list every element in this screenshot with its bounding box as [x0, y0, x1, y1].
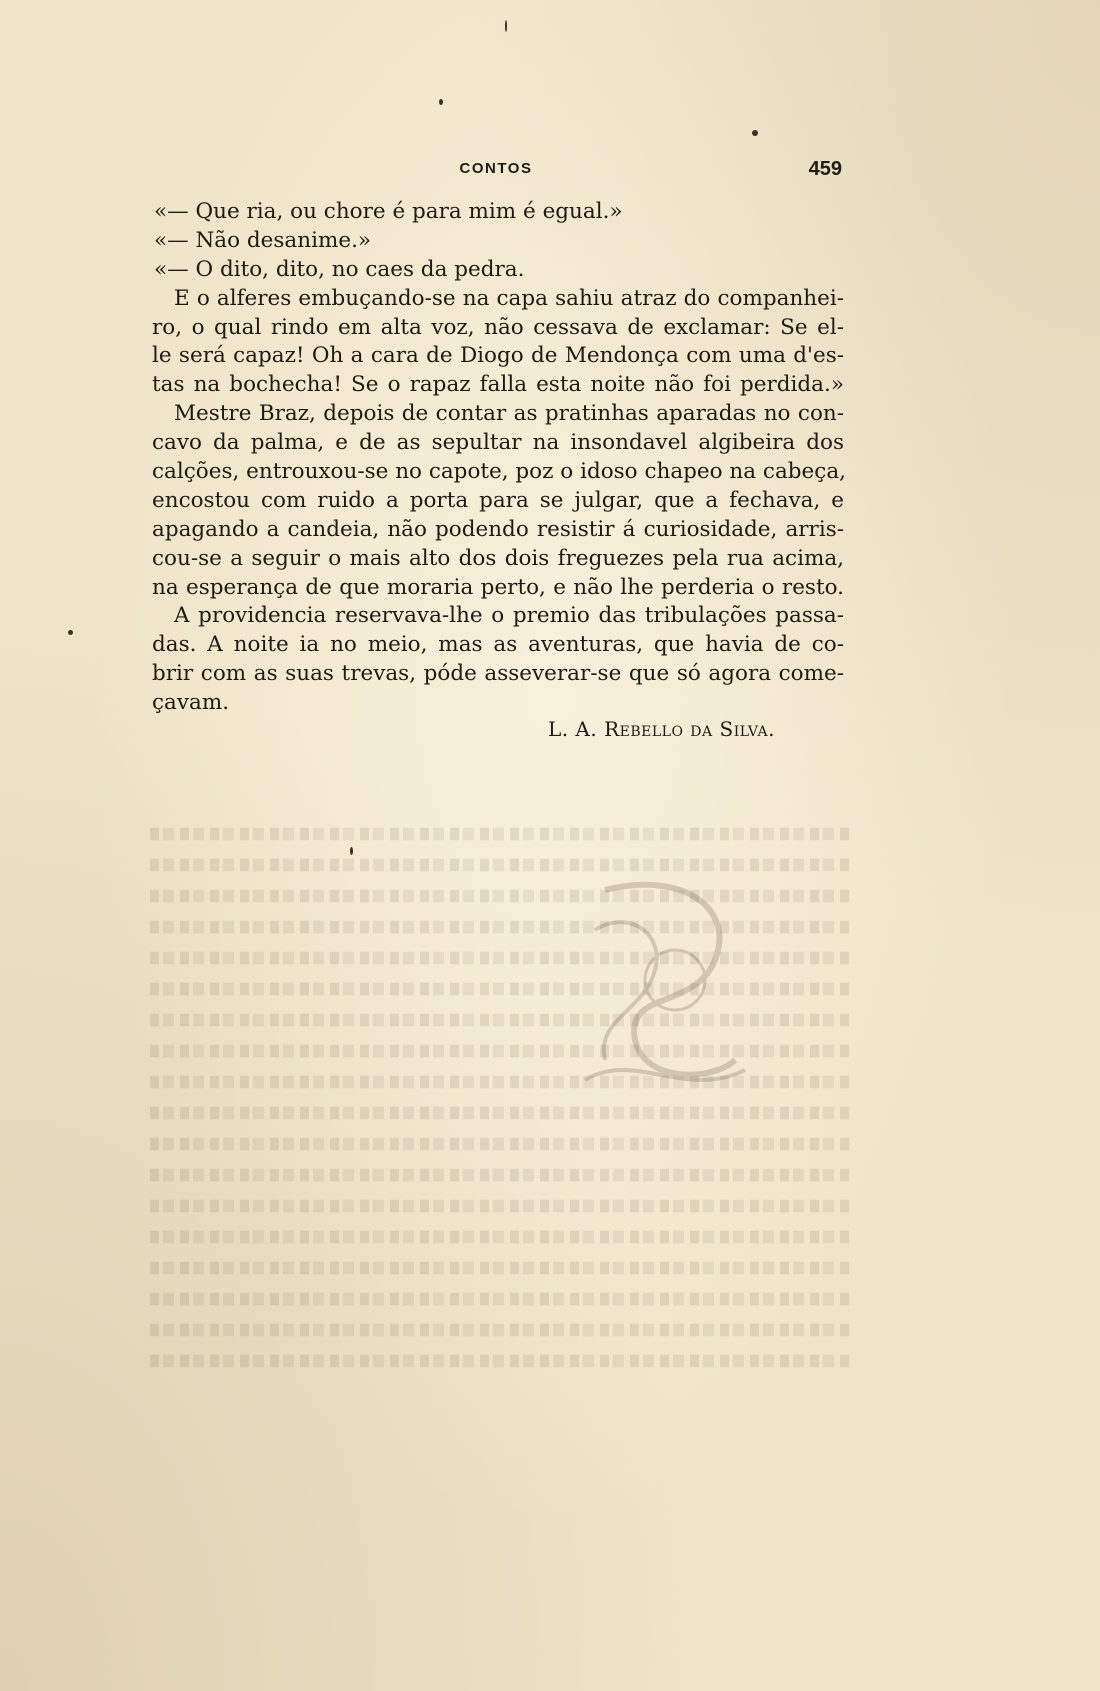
text-line: A providencia reservava-lhe o premio das tribulações passa-: [174, 603, 844, 629]
running-head: [150, 158, 842, 184]
text-line: apagando a candeia, não podendo resistir á curiosidade, arris-: [152, 516, 844, 542]
text-line: çavam.: [152, 690, 230, 716]
page-number: 459: [808, 158, 842, 180]
paper-speck: [68, 630, 73, 635]
text-line: cavo da palma, e de as sepultar na insondavel algibeira dos: [152, 430, 844, 456]
paper-speck: [350, 847, 353, 855]
text-line: calções, entrouxou-se no capote, poz o idoso chapeo na cabeça,: [152, 459, 846, 485]
text-line: cou-se a seguir o mais alto dos dois freguezes pela rua acima,: [152, 545, 844, 571]
author-signature: L. A. Rebello da Silva.: [547, 717, 775, 741]
paper-speck: [752, 130, 758, 136]
text-line: brir com as suas trevas, póde asseverar-se que só agora come-: [152, 661, 844, 687]
text-line: E o alferes embuçando-se na capa sahiu atraz do companhei-: [174, 285, 844, 311]
text-line: na esperança de que moraria perto, e não lhe perderia o resto.: [152, 574, 844, 600]
body-text: [152, 198, 844, 718]
text-line: tas na bochecha! Se o rapaz falla esta noite não foi perdida.»: [152, 372, 844, 398]
text-line: das. A noite ia no meio, mas as aventuras, que havia de co-: [152, 632, 844, 658]
text-line: «— Não desanime.»: [154, 227, 372, 253]
paper-speck: [505, 20, 507, 32]
ornament-bleed-through-icon: [565, 870, 755, 1100]
text-line: Mestre Braz, depois de contar as pratinhas aparadas no con-: [174, 401, 844, 427]
text-line: «— Que ria, ou chore é para mim é egual.»: [154, 199, 623, 224]
text-line: ro, o qual rindo em alta voz, não cessava de exclamar: Se el-: [152, 314, 844, 340]
text-line: encostou com ruido a porta para se julgar, que a fechava, e: [152, 487, 844, 513]
section-title: CONTOS: [459, 160, 533, 177]
paper-speck: [439, 99, 443, 105]
text-line: le será capaz! Oh a cara de Diogo de Mendonça com uma d'es-: [152, 343, 844, 369]
text-line: «— O dito, dito, no caes da pedra.: [154, 256, 525, 282]
